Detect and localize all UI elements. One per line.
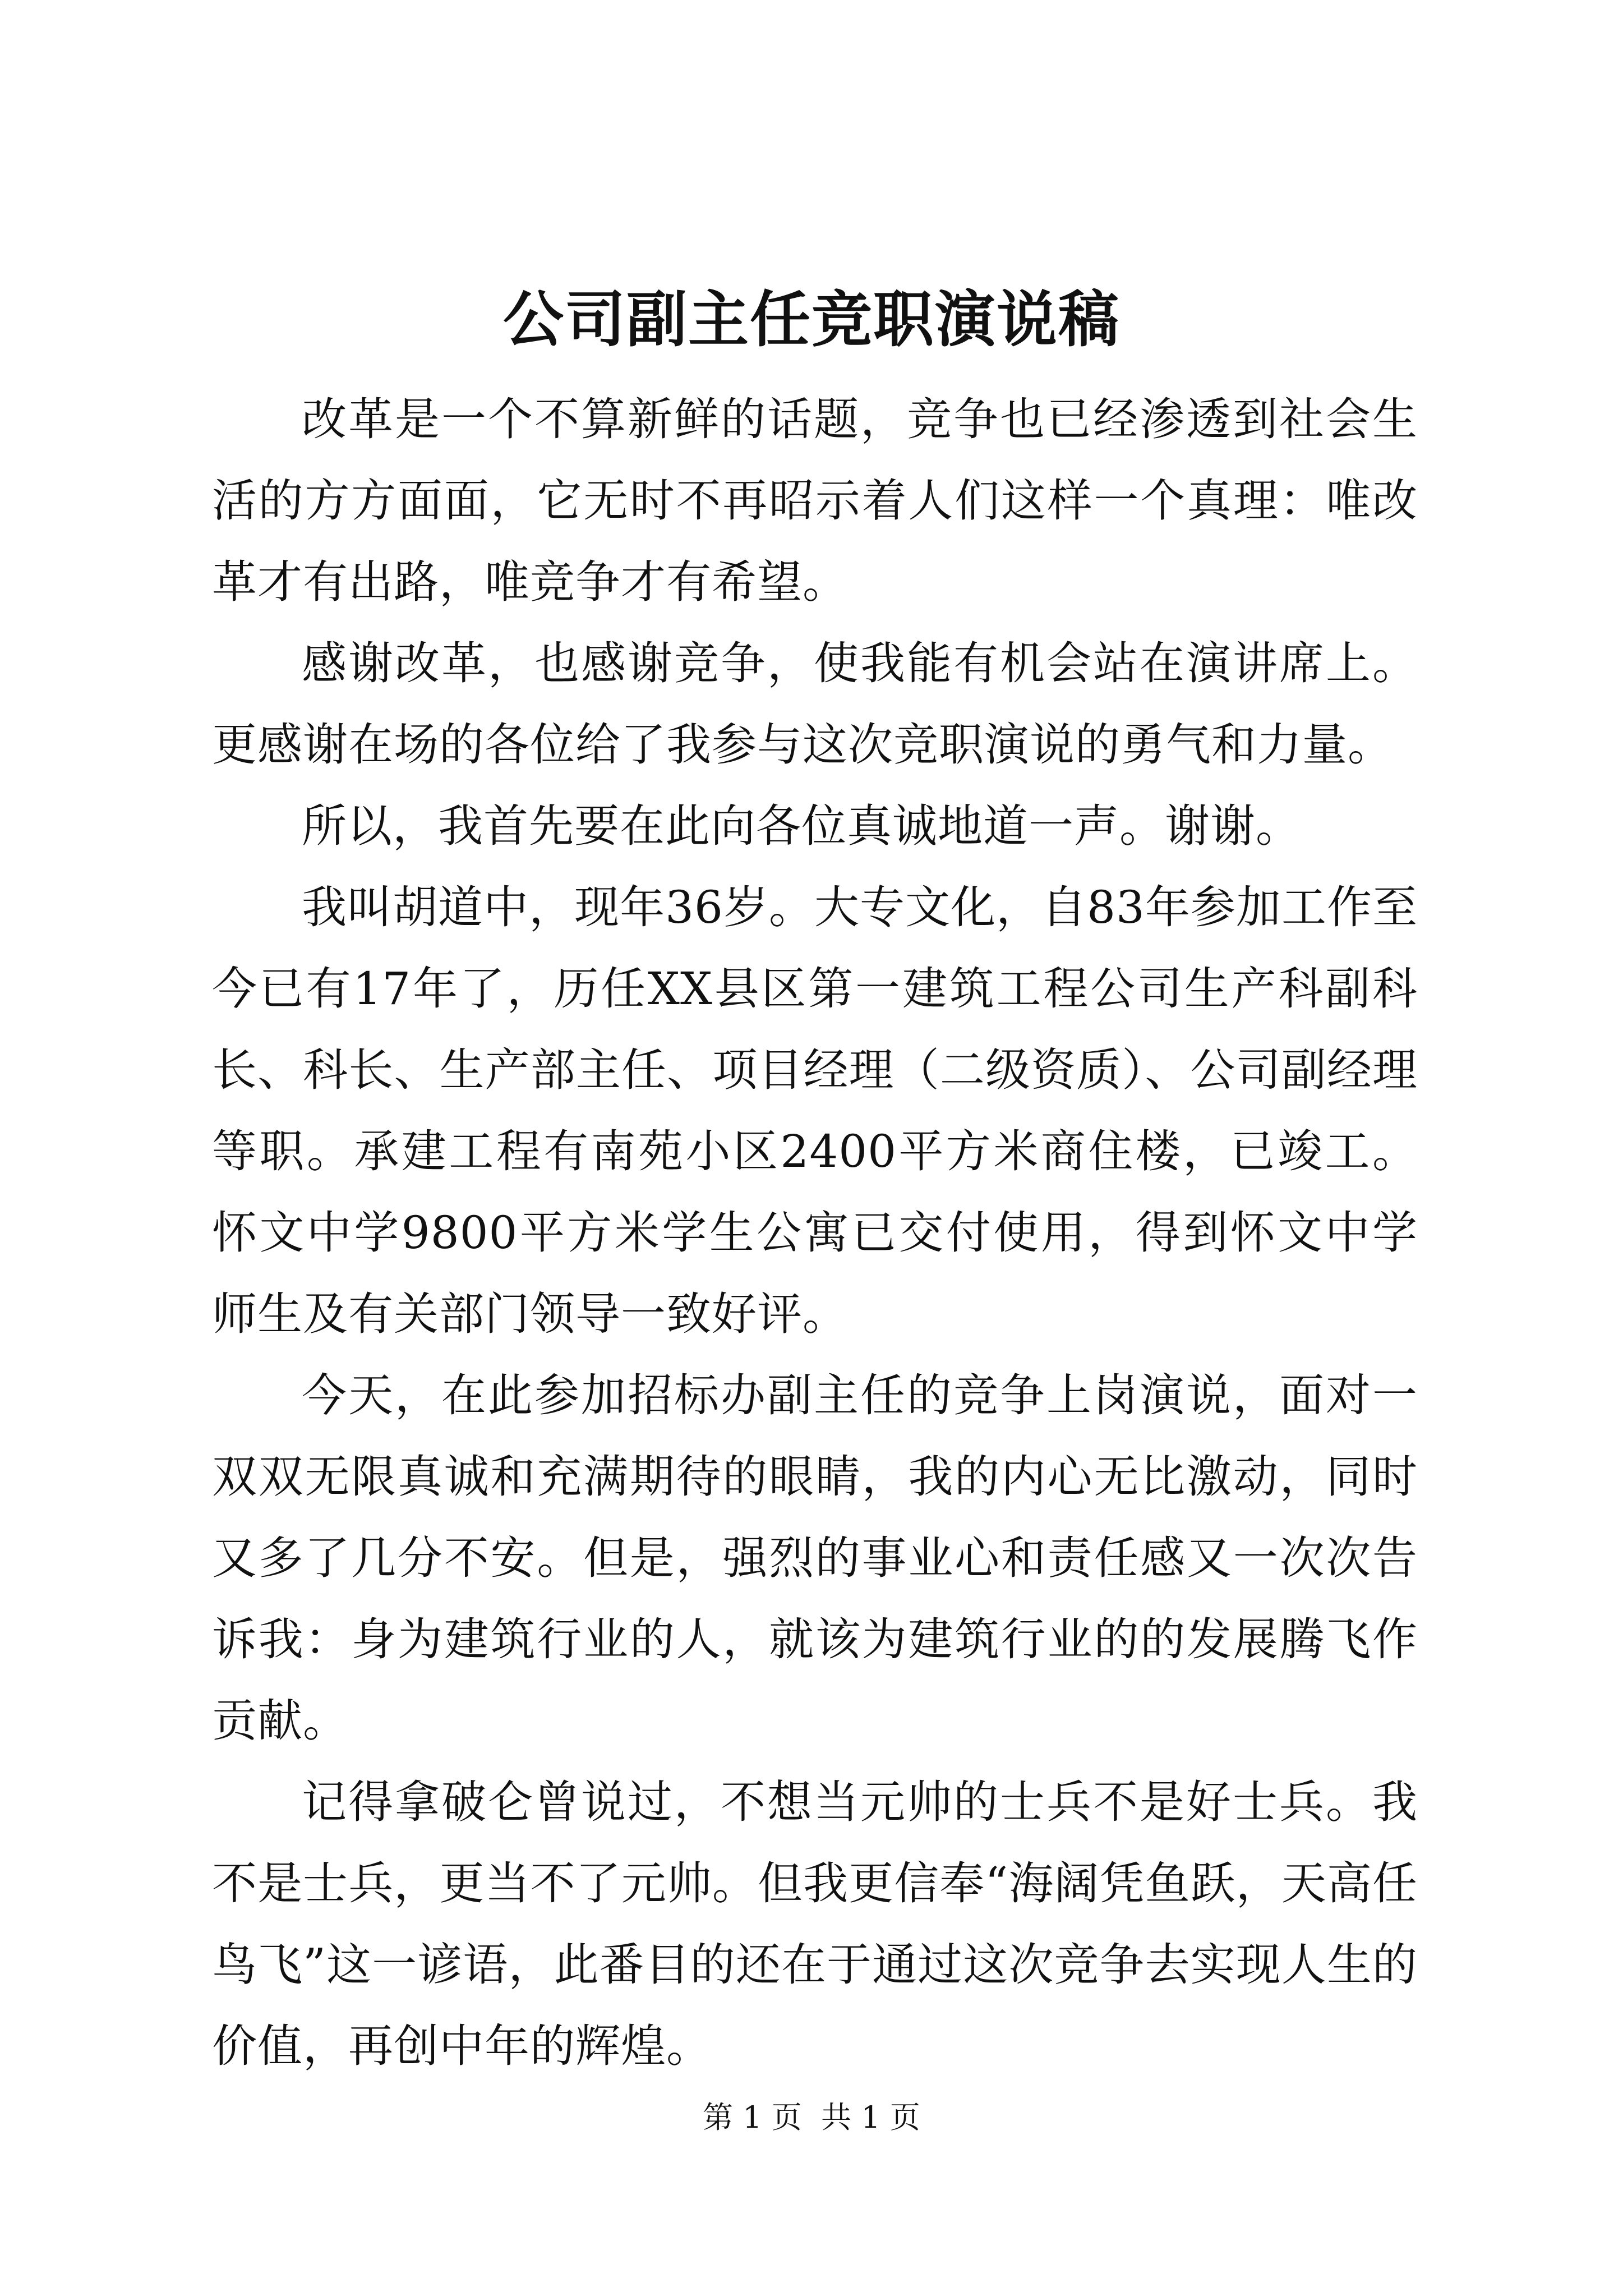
paragraph-4: 我叫胡道中，现年36岁。大专文化，自83年参加工作至今已有17年了，历任XX县区第一建筑工程公司生产科副科长、科长、生产部主任、项目经理（二级资质）、公司副经理等职。承建工程有南苑小区2400平方米商住楼，已竣工。怀文中学9800平方米学生公寓已交付使用，得到怀文中学师生及有关部门领导一致好评。 xyxy=(212,881,1418,1340)
page-number: 第 1 页 共 1 页 xyxy=(703,2100,920,2135)
paragraph-6: 记得拿破仑曾说过，不想当元帅的士兵不是好士兵。我不是士兵，更当不了元帅。但我更信奉“海阔凭鱼跃，天高任鸟飞”这一谚语，此番目的还在于通过这次竞争去实现人生的价值，再创中年的辉煌。 xyxy=(212,1776,1418,2072)
paragraph-5: 今天，在此参加招标办副主任的竞争上岗演说，面对一双双无限真诚和充满期待的眼睛，我的内心无比激动，同时又多了几分不安。但是，强烈的事业心和责任感又一次次告诉我：身为建筑行业的人，就该为建筑行业的的发展腾飞作贡献。 xyxy=(212,1369,1418,1747)
page-footer xyxy=(0,2098,1623,2137)
document-body xyxy=(212,379,1418,2087)
document-title: 公司副主任竞职演说稿 xyxy=(502,284,1120,355)
paragraph-3: 所以，我首先要在此向各位真诚地道一声。谢谢。 xyxy=(302,800,1301,852)
paragraph-2: 感谢改革，也感谢竞争，使我能有机会站在演讲席上。更感谢在场的各位给了我参与这次竞职演说的勇气和力量。 xyxy=(212,637,1418,771)
paragraph-1: 改革是一个不算新鲜的话题，竞争也已经渗透到社会生活的方方面面，它无时不再昭示着人们这样一个真理：唯改革才有出路，唯竞争才有希望。 xyxy=(212,393,1418,608)
